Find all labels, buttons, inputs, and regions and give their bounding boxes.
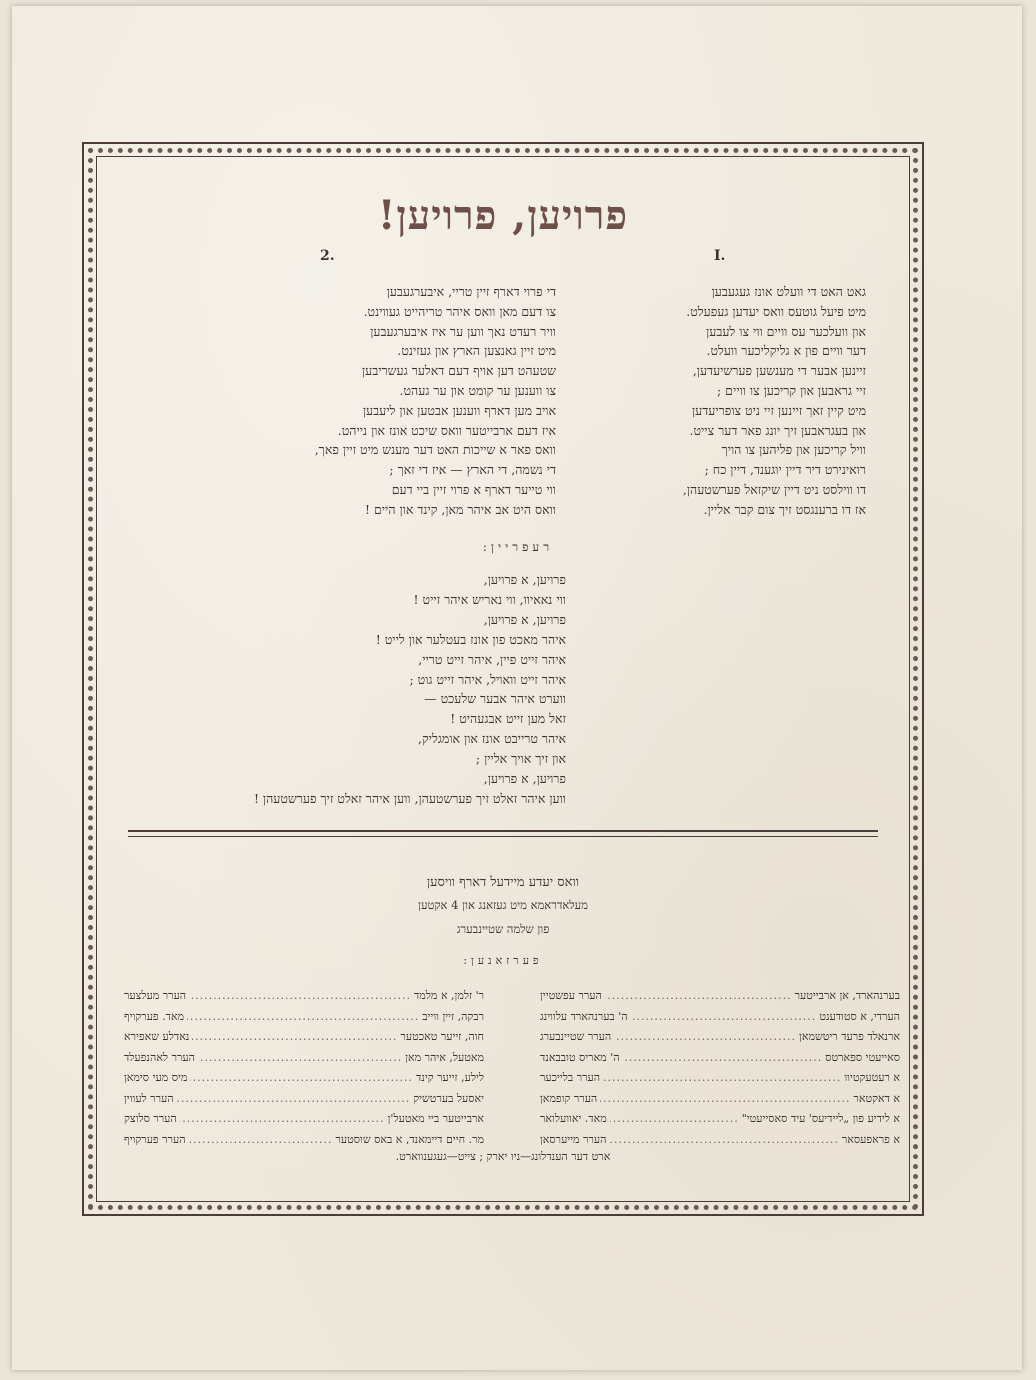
cast-row: [540, 1027, 900, 1048]
cast-actor: הערר מעלצער: [124, 989, 187, 1002]
stanza-line: מיט זיין גאנצען הארץ און געזינט.: [397, 343, 556, 359]
leader-dots: [623, 1048, 823, 1069]
stanza-line: דו ווילסט ניט דיין שיקזאל פערשטעהן,: [682, 481, 866, 497]
leader-dots: [177, 1089, 411, 1110]
play-subtitle: מעלאדראמא מיט געזאנג און 4 אקטען: [418, 898, 588, 912]
stanza-line: גאט האט די וועלט אונז געגעבען: [711, 284, 866, 299]
cast-row: [124, 1027, 484, 1048]
refrain-line: און זיך אויך אליין ;: [475, 751, 566, 767]
cast-row: [540, 1007, 900, 1028]
stanza-line: מיט קיין זאך זיינען זיי ניט צופריעדען: [692, 402, 866, 418]
cast-role: א לידיע פון „ליידיעס' עיד סאסייעטי": [741, 1112, 900, 1125]
cast-role: יאסעל בערטשיק: [413, 1091, 484, 1105]
cast-row: [540, 1048, 900, 1069]
cast-role: בערנהארד, אן ארבייטער: [794, 989, 900, 1002]
cast-row: [124, 986, 484, 1007]
stanza-line: אז דו ברענגסט זיך צום קבר אליין.: [703, 501, 866, 517]
leader-dots: [600, 1089, 850, 1110]
stanza-line: די פרוי דארף זיין טריי, איבערגעבען: [386, 284, 556, 299]
stanza-line: וויל קריכען און פליהען צו הויך: [721, 442, 866, 458]
leader-dots: [603, 1068, 841, 1089]
cast-row: [540, 1130, 900, 1151]
stanza-line: זיי גראבען און קריכען צו וויים ;: [716, 382, 866, 398]
stanza-number-1: I.: [714, 248, 726, 264]
refrain-line: פרויען, א פרויען,: [483, 771, 566, 787]
stanza-line: שטעהט דען אויף דעם דאלער געשריבען: [361, 363, 556, 379]
stanza-line: מיט פיעל גוטעס וואס יעדען געפעלט.: [686, 303, 866, 319]
cast-role: ר' זלמן, א מלמד: [413, 989, 484, 1002]
cast-actor: נאדלע שאפירא: [124, 1030, 190, 1043]
cast-actor: מיס מעי סימאן: [124, 1071, 188, 1084]
leader-dots: [189, 1130, 333, 1151]
stanza-line: ווי טייער דארף א פרוי זיין ביי דעם: [391, 481, 556, 497]
leader-dots: [610, 1109, 739, 1130]
leader-dots: [631, 1007, 817, 1028]
cast-row: [540, 986, 900, 1007]
stanza-line: דער וויים פון א גליקליכער וועלט.: [706, 343, 866, 359]
cast-actor: הערר מייערסאן: [540, 1132, 607, 1146]
refrain-line: איהר זייט וואויל, איהר זייט גוט ;: [409, 671, 566, 687]
stanza-number-2: 2.: [320, 248, 335, 264]
refrain-line: זאל מען זייט אבגעהיט !: [450, 711, 566, 727]
refrain-line: ווערט איהר אבער שלעכט —: [424, 691, 566, 707]
section-divider-rule: [128, 830, 878, 832]
refrain-line: פרויען, א פרויען,: [483, 611, 566, 627]
cast-row: [124, 1109, 484, 1130]
stanza-line: די נשמה, די הארץ — איז די זאך ;: [389, 462, 556, 478]
cast-list-left: [124, 986, 484, 1150]
cast-actor: ה' בערנהארד עלווינג: [540, 1009, 628, 1023]
cast-row: [540, 1089, 900, 1110]
stanza-line: זיינען אבער די מענשען פערשיעדען,: [692, 363, 866, 379]
section-divider-rule: [128, 836, 878, 837]
leader-dots: [614, 1027, 796, 1048]
refrain-line: איהר זייט פיין, איהר זייט טריי,: [418, 651, 566, 667]
cast-actor: הערר לעווין: [124, 1091, 174, 1105]
stanza-line: וואס פאר א שייכות האט דער מענש מיט זיין פאך,: [314, 442, 556, 458]
stanza-line: רואינירט דיר דיין יוגענד, דיין כח ;: [704, 462, 866, 478]
play-author: פון שלמה שטיינבערג: [456, 922, 550, 936]
cast-label: פערזאנען:: [463, 954, 543, 967]
stanza-2: [256, 282, 556, 520]
cast-actor: הערר שטיינבערג: [540, 1030, 612, 1043]
stanza-line: וויר רעדט נאך ווען ער איז איבערגעבען: [370, 323, 556, 339]
cast-actor: הערר עפשטיין: [540, 989, 602, 1002]
leader-dots: [189, 986, 411, 1007]
play-title: וואס יעדע מיידעל דארף וויסען: [426, 875, 580, 890]
leader-dots: [190, 1068, 413, 1089]
cast-actor: מאד. יאוועלואר: [540, 1112, 607, 1125]
refrain: [166, 570, 566, 809]
refrain-line: ווען איהר זאלט זיך פערשטעהן, ווען איהר זאלט זיך פערשטעהן !: [253, 790, 566, 806]
stanza-line: און בעגראבען זיך יונג פאר דער צייט.: [689, 422, 866, 438]
stanza-1: [566, 282, 866, 520]
stanza-line: צו דעם מאן וואס איהר טריהייט געווינט.: [363, 303, 556, 319]
song-title: פרויען, פרויען!: [377, 192, 629, 239]
cast-role: חוה, זייער טאכטער: [400, 1030, 484, 1043]
cast-role: א דאקטאר: [853, 1091, 900, 1105]
leader-dots: [187, 1007, 419, 1028]
cast-role: הערדי, א סטודענט: [819, 1009, 900, 1023]
cast-row: [540, 1109, 900, 1130]
cast-actor: הערר פערקויף: [124, 1132, 186, 1146]
leader-dots: [198, 1048, 402, 1069]
cast-actor: הערר סלוצק: [124, 1112, 177, 1125]
cast-role: לילע, זייער קינד: [416, 1071, 484, 1084]
cast-row: [124, 1089, 484, 1110]
leader-dots: [180, 1109, 385, 1130]
cast-row: [540, 1068, 900, 1089]
cast-role: רבקה, זיין ווייב: [422, 1009, 484, 1023]
cast-row: [124, 1048, 484, 1069]
setting-footer: ארט דער הענדלונג—ניו יארק ; צייט—געגענווארט.: [395, 1150, 611, 1163]
cast-role: ארנאלד פרעד ריטשמאן: [799, 1030, 900, 1043]
cast-actor: מאד. פערקויף: [124, 1009, 185, 1023]
cast-actor: הערר קופמאן: [540, 1091, 598, 1105]
refrain-line: איהר מאכט פון אונז בעטלער און לייט !: [375, 631, 566, 647]
cast-role: סאייעטי ספארטס: [825, 1050, 900, 1064]
stanza-line: וואס היט אב איהר מאן, קינד און היים !: [364, 501, 556, 517]
cast-role: מר. חיים דיימאנד, א באס שוסטער: [335, 1132, 484, 1146]
cast-role: א פראפעסאר: [841, 1132, 900, 1146]
refrain-label: רעפריין:: [482, 540, 554, 554]
stanza-line: צו ווענען ער קומט און ער געהט.: [399, 382, 556, 398]
stanza-line: אויב מען דארף ווענען אבטען און ליעבען: [362, 402, 556, 418]
cast-role: מאטעל, איהר מאן: [405, 1050, 484, 1064]
refrain-line: ווי נאאיוו, ווי נאריש איהר זייט !: [413, 591, 566, 607]
leader-dots: [192, 1027, 397, 1048]
cast-actor: ה' מאריס טובבאנד: [540, 1050, 620, 1064]
refrain-line: איהר טרייבט אונז און אומגליק,: [418, 731, 566, 747]
cast-actor: הערר בלייכער: [540, 1071, 601, 1084]
cast-role: א רעטעקטיוו: [844, 1071, 900, 1084]
stanza-line: און וועלכער עס וויים ווי צו לעבען: [706, 323, 866, 339]
leader-dots: [609, 1130, 838, 1151]
cast-row: [124, 1130, 484, 1151]
cast-row: [124, 1068, 484, 1089]
stanza-line: איז דעם ארבייטער וואס שיכט אונז און נייהט.: [337, 422, 556, 438]
cast-actor: הערר לאהנפעלד: [124, 1050, 195, 1064]
cast-role: ארבייטער ביי מאטעל'ן: [387, 1112, 484, 1125]
cast-list-right: [540, 986, 900, 1150]
refrain-line: פרויען, א פרויען,: [483, 572, 566, 587]
cast-row: [124, 1007, 484, 1028]
leader-dots: [605, 986, 792, 1007]
